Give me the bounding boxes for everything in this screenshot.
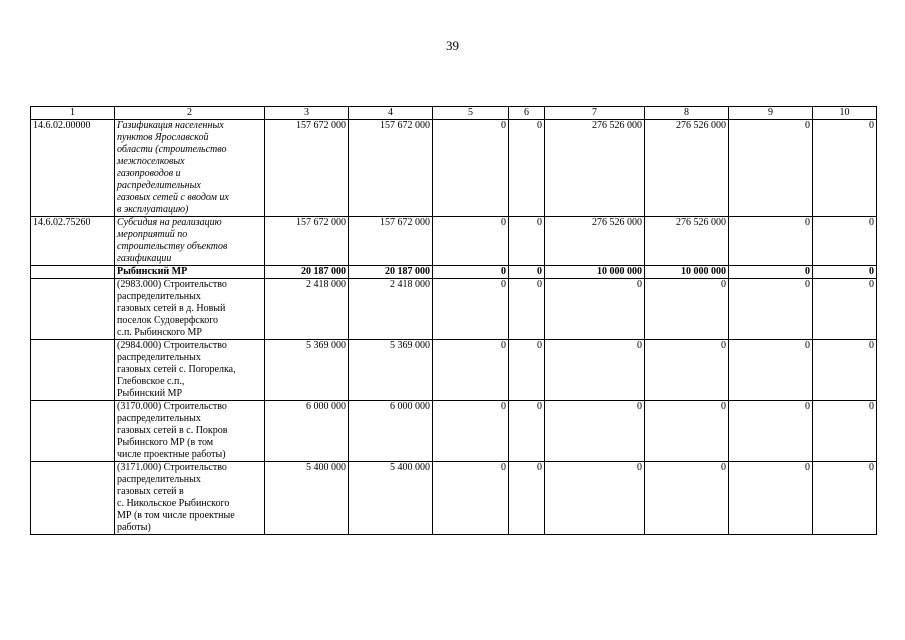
cell-c6: 0 xyxy=(509,120,545,217)
cell-name-line: (2984.000) Строительство xyxy=(117,340,227,351)
cell-c7: 0 xyxy=(545,401,645,462)
cell-name-line: газопроводов и xyxy=(117,168,181,179)
cell-c6: 0 xyxy=(509,217,545,266)
column-header-6: 6 xyxy=(509,107,545,120)
cell-name-line: Субсидия на реализацию xyxy=(117,217,222,228)
cell-name-line: (3170.000) Строительство xyxy=(117,401,227,412)
column-header-10: 10 xyxy=(813,107,877,120)
cell-name-line: мероприятий по xyxy=(117,229,188,240)
cell-name-line: Рыбинский МР xyxy=(117,388,183,399)
table-row xyxy=(31,266,877,279)
cell-name-line: поселок Судоверфского xyxy=(117,315,219,326)
cell-c3: 157 672 000 xyxy=(265,217,349,266)
cell-name-line: газовых сетей в с. Покров xyxy=(117,425,228,436)
cell-name xyxy=(115,266,265,279)
cell-c4: 5 369 000 xyxy=(349,340,433,401)
cell-c9: 0 xyxy=(729,340,813,401)
cell-name-line: области (строительство xyxy=(117,144,227,155)
cell-c3: 2 418 000 xyxy=(265,279,349,340)
cell-name-line: распределительных xyxy=(117,474,201,485)
table-row xyxy=(31,120,877,217)
cell-c10: 0 xyxy=(813,462,877,535)
cell-c7: 0 xyxy=(545,462,645,535)
cell-c9: 0 xyxy=(729,120,813,217)
cell-name-line: (3171.000) Строительство xyxy=(117,462,227,473)
cell-c4: 20 187 000 xyxy=(349,266,433,279)
cell-c6: 0 xyxy=(509,279,545,340)
cell-name-line: Рыбинский МР xyxy=(117,266,188,277)
cell-name-line: МР (в том числе проектные xyxy=(117,510,235,521)
cell-c4: 5 400 000 xyxy=(349,462,433,535)
cell-name-line: с. Никольское Рыбинского xyxy=(117,498,230,509)
cell-c5: 0 xyxy=(433,462,509,535)
cell-c9: 0 xyxy=(729,462,813,535)
cell-name xyxy=(115,462,265,535)
cell-c4: 157 672 000 xyxy=(349,217,433,266)
cell-c4: 157 672 000 xyxy=(349,120,433,217)
cell-name-line: строительству объектов xyxy=(117,241,228,252)
cell-name-line: газовых сетей с. Погорелка, xyxy=(117,364,236,375)
cell-c4: 2 418 000 xyxy=(349,279,433,340)
cell-name-line: распределительных xyxy=(117,413,201,424)
column-header-7: 7 xyxy=(545,107,645,120)
table-body xyxy=(31,120,877,535)
budget-table xyxy=(30,106,877,535)
column-header-8: 8 xyxy=(645,107,729,120)
column-header-9: 9 xyxy=(729,107,813,120)
cell-c3: 5 369 000 xyxy=(265,340,349,401)
cell-c8: 0 xyxy=(645,340,729,401)
cell-name xyxy=(115,279,265,340)
cell-c10: 0 xyxy=(813,279,877,340)
cell-c4: 6 000 000 xyxy=(349,401,433,462)
cell-name-line: распределительных xyxy=(117,180,201,191)
cell-name-line: с.п. Рыбинского МР xyxy=(117,327,202,338)
cell-name xyxy=(115,401,265,462)
column-header-2: 2 xyxy=(115,107,265,120)
cell-name-line: газовых сетей в д. Новый xyxy=(117,303,226,314)
cell-c8: 0 xyxy=(645,279,729,340)
cell-code xyxy=(31,266,115,279)
cell-code: 14.6.02.75260 xyxy=(31,217,115,266)
cell-c5: 0 xyxy=(433,279,509,340)
cell-name xyxy=(115,340,265,401)
column-header-1: 1 xyxy=(31,107,115,120)
cell-c10: 0 xyxy=(813,120,877,217)
cell-c7: 0 xyxy=(545,340,645,401)
cell-code: 14.6.02.00000 xyxy=(31,120,115,217)
cell-c3: 6 000 000 xyxy=(265,401,349,462)
cell-c3: 20 187 000 xyxy=(265,266,349,279)
table-row xyxy=(31,401,877,462)
cell-name-line: газовых сетей в xyxy=(117,486,184,497)
cell-name-line: Газификация населенных xyxy=(117,120,224,131)
page-number: 39 xyxy=(446,38,459,53)
cell-name-line: газификации xyxy=(117,253,172,264)
cell-c8: 276 526 000 xyxy=(645,217,729,266)
cell-code xyxy=(31,279,115,340)
cell-c7: 276 526 000 xyxy=(545,217,645,266)
cell-c6: 0 xyxy=(509,266,545,279)
cell-c6: 0 xyxy=(509,462,545,535)
table-row xyxy=(31,217,877,266)
cell-code xyxy=(31,340,115,401)
cell-c6: 0 xyxy=(509,340,545,401)
cell-name-line: работы) xyxy=(117,522,151,533)
cell-name-line: распределительных xyxy=(117,291,201,302)
cell-name-line: межпоселковых xyxy=(117,156,185,167)
cell-c9: 0 xyxy=(729,279,813,340)
column-header-3: 3 xyxy=(265,107,349,120)
table-row xyxy=(31,340,877,401)
cell-c5: 0 xyxy=(433,340,509,401)
header-row xyxy=(31,107,877,120)
table-row xyxy=(31,279,877,340)
cell-name xyxy=(115,217,265,266)
cell-c7: 10 000 000 xyxy=(545,266,645,279)
cell-name-line: Рыбинского МР (в том xyxy=(117,437,214,448)
cell-c5: 0 xyxy=(433,266,509,279)
cell-name xyxy=(115,120,265,217)
cell-c3: 157 672 000 xyxy=(265,120,349,217)
cell-c10: 0 xyxy=(813,217,877,266)
cell-name-line: (2983.000) Строительство xyxy=(117,279,227,290)
cell-c6: 0 xyxy=(509,401,545,462)
cell-c7: 276 526 000 xyxy=(545,120,645,217)
cell-name-line: пунктов Ярославской xyxy=(117,132,209,143)
cell-c3: 5 400 000 xyxy=(265,462,349,535)
cell-name-line: Глебовское с.п., xyxy=(117,376,185,387)
cell-c8: 276 526 000 xyxy=(645,120,729,217)
table-row xyxy=(31,462,877,535)
cell-code xyxy=(31,462,115,535)
cell-c9: 0 xyxy=(729,266,813,279)
cell-c10: 0 xyxy=(813,340,877,401)
cell-name-line: распределительных xyxy=(117,352,201,363)
cell-c7: 0 xyxy=(545,279,645,340)
cell-c5: 0 xyxy=(433,401,509,462)
cell-c8: 0 xyxy=(645,401,729,462)
cell-code xyxy=(31,401,115,462)
cell-c5: 0 xyxy=(433,120,509,217)
cell-c10: 0 xyxy=(813,401,877,462)
cell-name-line: в эксплуатацию) xyxy=(117,204,189,215)
cell-name-line: числе проектные работы) xyxy=(117,449,226,460)
cell-c9: 0 xyxy=(729,401,813,462)
cell-c9: 0 xyxy=(729,217,813,266)
column-header-4: 4 xyxy=(349,107,433,120)
column-header-5: 5 xyxy=(433,107,509,120)
cell-name-line: газовых сетей с вводом их xyxy=(117,192,229,203)
cell-c10: 0 xyxy=(813,266,877,279)
cell-c5: 0 xyxy=(433,217,509,266)
cell-c8: 0 xyxy=(645,462,729,535)
cell-c8: 10 000 000 xyxy=(645,266,729,279)
